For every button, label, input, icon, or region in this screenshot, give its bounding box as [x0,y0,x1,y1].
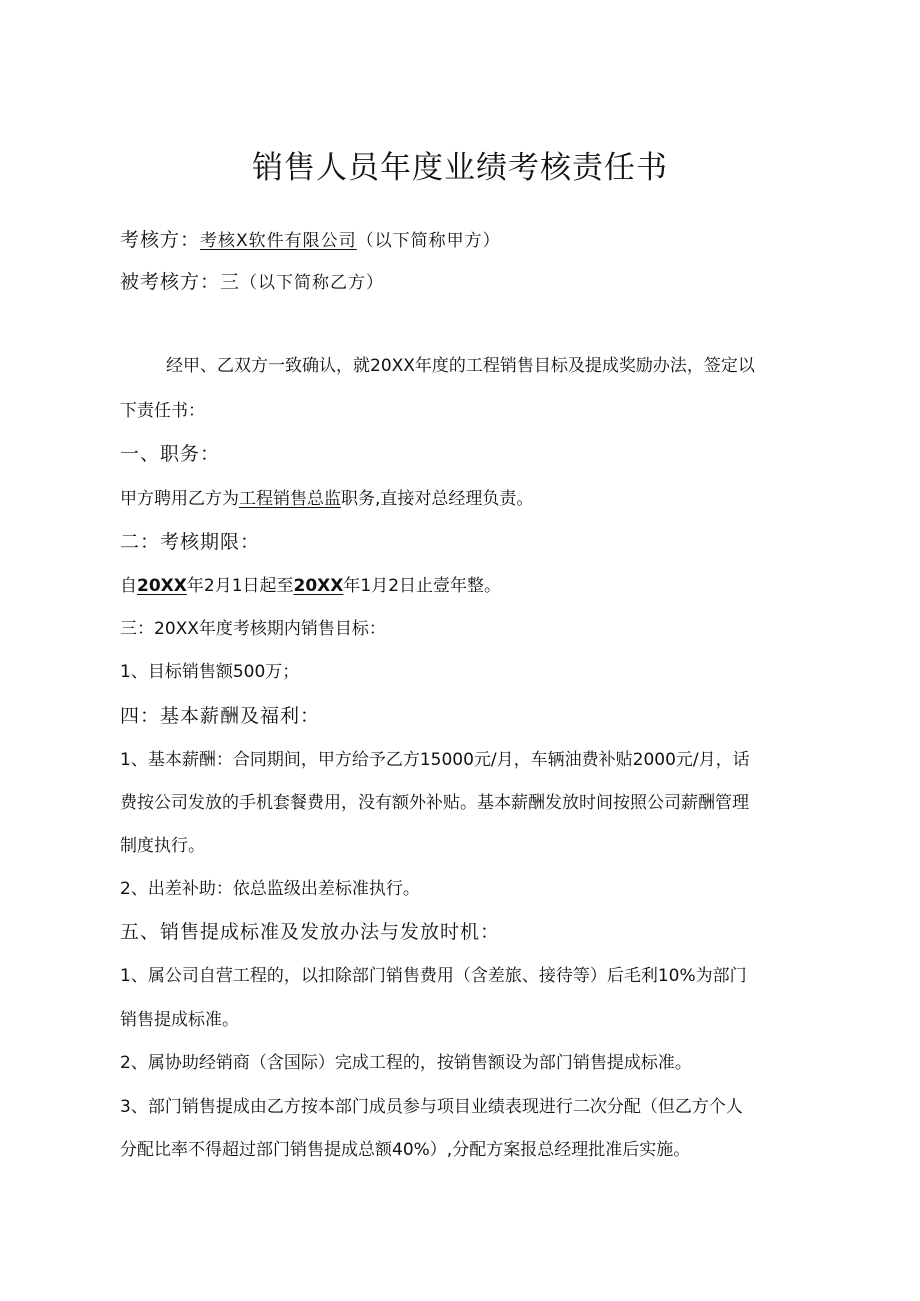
section-5-item-3-line-2: 分配比率不得超过部门销售提成总额40%）,分配方案报总经理批准后实施。 [120,1140,691,1160]
section-1-post: 职务,直接对总经理负责。 [341,489,534,509]
assessor-name: 考核X软件有限公司 [200,231,357,251]
section-5-item-3-line-1: 3、部门销售提成由乙方按本部门成员参与项目业绩表现进行二次分配（但乙方个人 [120,1097,743,1117]
section-2-text [120,574,501,598]
section-4-item-1-line-2: 费按公司发放的手机套餐费用，没有额外补贴。基本薪酬发放时间按照公司薪酬管理 [120,793,749,813]
assessee-name: 三 [220,271,241,293]
intro-line-2: 下责任书： [120,401,205,421]
assessee-label: 被考核方： [120,271,221,293]
period-start-date: 年2月1日起至 [186,576,294,596]
assessee-note: （以下简称乙方） [240,273,385,293]
section-5-item-1-line-2: 销售提成标准。 [120,1010,239,1030]
intro-line-1: 经甲、乙双方一致确认，就20XX年度的工程销售目标及提成奖励办法，签定以 [166,356,755,376]
position-title: 工程销售总监 [239,489,341,509]
period-from-label: 自 [120,576,137,596]
assessor-line [120,228,501,253]
section-3-item-1: 1、目标销售额500万； [120,662,300,682]
section-1-text [120,487,533,511]
period-start-year: 20XX [137,576,187,596]
section-3-heading: 三：20XX年度考核期内销售目标： [120,619,386,639]
section-4-item-1-line-1: 1、基本薪酬：合同期间，甲方给予乙方15000元/月，车辆油费补贴2000元/月，话 [120,750,750,770]
section-5-item-2: 2、属协助经销商（含国际）完成工程的，按销售额设为部门销售提成标准。 [120,1053,692,1073]
section-2-heading: 二：考核期限： [120,531,261,553]
section-5-heading: 五、销售提成标准及发放办法与发放时机： [120,921,501,943]
period-end-date: 年1月2日止壹年整。 [343,576,502,596]
document-title: 销售人员年度业绩考核责任书 [252,150,668,186]
section-4-heading: 四：基本薪酬及福利： [120,705,321,727]
period-end-year: 20XX [293,576,344,596]
section-1-heading: 一、职务： [120,443,221,465]
section-4-item-2: 2、出差补助：依总监级出差标准执行。 [120,879,420,899]
section-4-item-1-line-3: 制度执行。 [120,836,205,856]
assessor-note: （以下简称甲方） [356,231,501,251]
assessor-label: 考核方： [120,229,201,251]
assessee-line [120,270,384,295]
section-1-pre: 甲方聘用乙方为 [120,489,239,509]
section-5-item-1-line-1: 1、属公司自营工程的，以扣除部门销售费用（含差旅、接待等）后毛利10%为部门 [120,966,747,986]
